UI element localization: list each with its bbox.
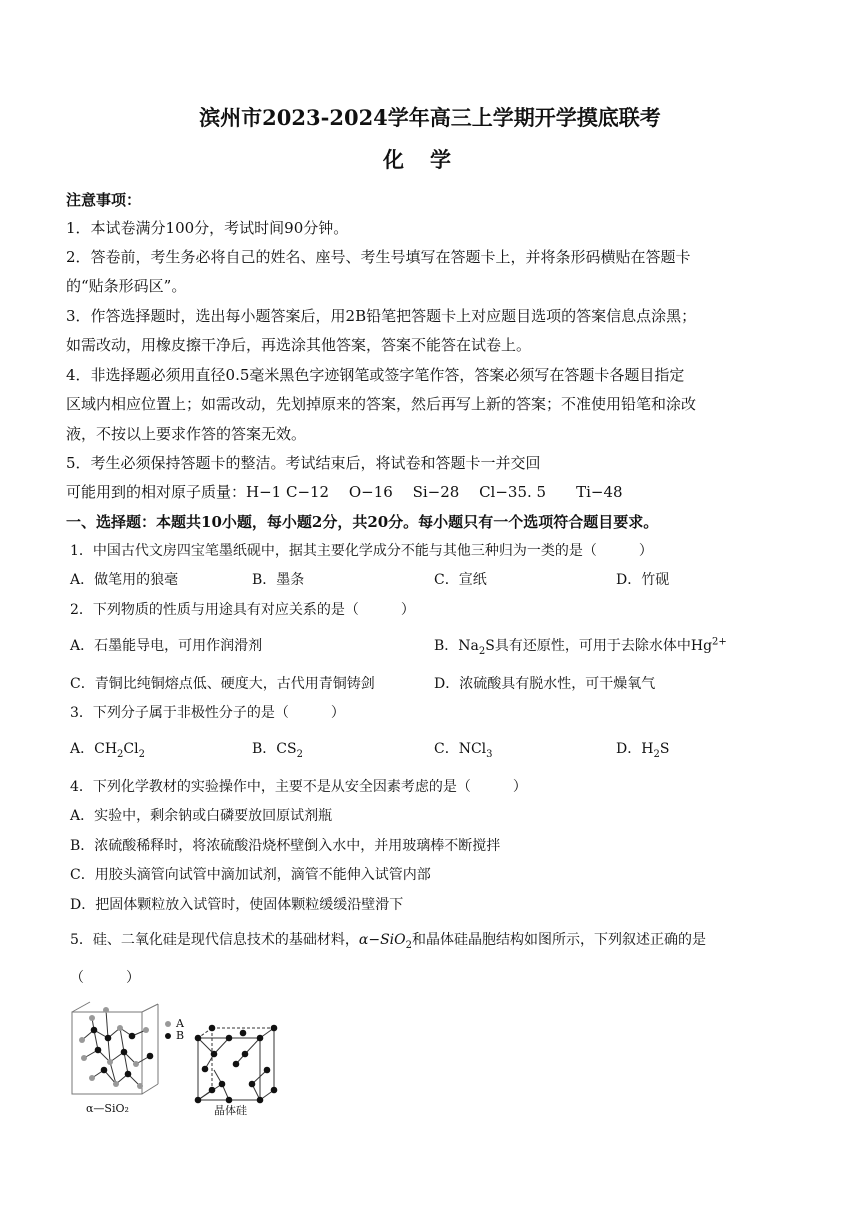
formula-part: S具有还原性，可用于去除水体中Hg [485,638,713,654]
note-line: 1．本试卷满分100分，考试时间90分钟。 [66,219,349,237]
legend-label-b: B [176,1029,185,1042]
question-4-option-a: A．实验中，剩余钠或白磷要放回原试剂瓶 [70,808,333,824]
question-2-option-a: A．石墨能导电，可用作润滑剂 [70,638,263,654]
formula-part: D．H [616,741,654,757]
formula-part: C．NCl [434,741,487,757]
formula-subscript: 2 [138,748,145,760]
note-line: 2．答卷前，考生务必将自己的姓名、座号、考生号填写在答题卡上，并将条形码横贴在答题卡 [66,248,691,266]
figure-label-sio2: α—SiO₂ [86,1102,129,1115]
notes-heading: 注意事项： [66,191,142,209]
formula-part: A．CH [70,741,118,757]
formula-subscript: 2 [478,645,486,657]
question-1-option-d: D．竹砚 [616,572,670,588]
formula-part: Cl [123,741,139,757]
legend-label-a: A [176,1017,184,1030]
question-2-option-b [434,636,727,656]
question-3-option-d [616,739,669,759]
formula-subscript: 3 [486,748,493,760]
section-heading: 一、选择题：本题共10小题，每小题2分，共20分。每小题只有一个选项符合题目要求。 [66,513,659,531]
question-1-option-a: A．做笔用的狼毫 [70,572,179,588]
note-line: 液，不按以上要求作答的答案无效。 [66,425,307,443]
formula-subscript: 2 [653,748,660,760]
question-2-stem: 2．下列物质的性质与用途具有对应关系的是（ ） [70,602,415,618]
question-4-option-c: C．用胶头滴管向试管中滴加试剂，滴管不能伸入试管内部 [70,867,431,883]
note-line: 4．非选择题必须用直径0.5毫米黑色字迹钢笔或签字笔作答，答案必须写在答题卡各题目指定 [66,366,685,384]
question-1-stem: 1．中国古代文房四宝笔墨纸砚中，据其主要化学成分不能与其他三种归为一类的是（ ） [70,543,653,559]
page-title: 滨州市2023-2024学年高三上学期开学摸底联考 [199,105,661,130]
note-line: 的“贴条形码区”。 [66,277,187,295]
note-line: 5．考生必须保持答题卡的整洁。考试结束后，将试卷和答题卡一并交回 [66,454,541,472]
question-4-option-d: D．把固体颗粒放入试管时，使固体颗粒缓缓沿壁滑下 [70,897,404,913]
question-1-option-c: C．宣纸 [434,572,487,588]
question-2-option-d: D．浓硫酸具有脱水性，可干燥氧气 [434,676,656,692]
question-2-option-c: C．青铜比纯铜熔点低、硬度大，古代用青铜铸剑 [70,676,375,692]
atomic-masses: 可能用到的相对原子质量：H−1 C−12 O−16 Si−28 Cl−35. 5 Ti−48 [66,483,623,501]
question-1-option-b: B．墨条 [252,572,305,588]
crystal-structure-figure [62,1000,302,1120]
formula-part: B．Na [434,638,479,654]
note-line: 如需改动，用橡皮擦干净后，再选涂其他答案，答案不能答在试卷上。 [66,336,532,354]
question-3-stem: 3．下列分子属于非极性分子的是（ ） [70,705,345,721]
note-line: 区域内相应位置上；如需改动，先划掉原来的答案，然后再写上新的答案；不准使用铅笔和涂改 [66,395,697,413]
stem-part: 5．硅、二氧化硅是现代信息技术的基础材料， [70,932,359,948]
question-5-stem-line2: （ ） [70,970,140,986]
formula-subscript: 2 [117,748,124,760]
formula-part: S [659,741,670,757]
stem-part: 和晶体硅晶胞结构如图所示，下列叙述正确的是 [412,932,707,948]
figure-label-silicon: 晶体硅 [214,1104,247,1117]
note-line: 3．作答选择题时，选出每小题答案后，用2B铅笔把答题卡上对应题目选项的答案信息点涂黑； [66,307,697,325]
question-3-option-b [252,739,303,759]
formula-subscript: 2 [405,939,413,951]
question-4-option-b: B．浓硫酸稀释时，将浓硫酸沿烧杯壁倒入水中，并用玻璃棒不断搅拌 [70,838,501,854]
formula-superscript: 2+ [712,636,727,648]
question-3-option-c [434,739,493,759]
subject-title: 化学 [383,147,477,172]
formula-part: α−SiO [358,932,406,948]
formula-subscript: 2 [296,748,303,760]
question-5-stem [70,930,706,950]
formula-part: B．CS [252,741,297,757]
question-4-stem: 4．下列化学教材的实验操作中，主要不是从安全因素考虑的是（ ） [70,779,527,795]
question-3-option-a [70,739,145,759]
